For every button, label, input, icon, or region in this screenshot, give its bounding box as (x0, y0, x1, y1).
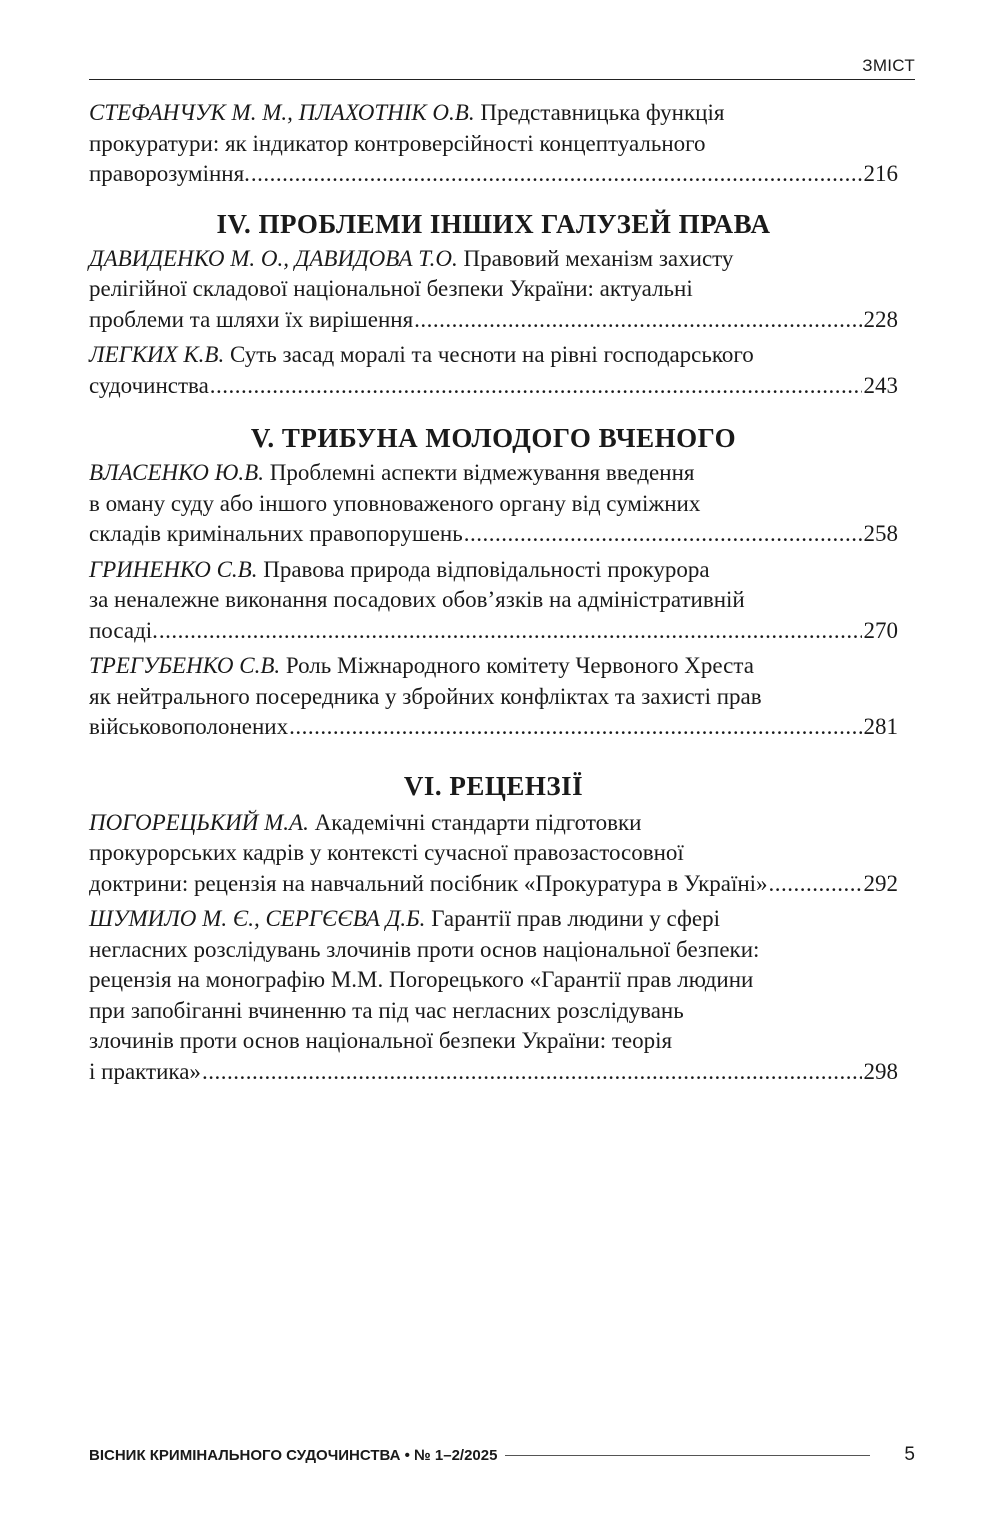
toc-entry (89, 555, 898, 647)
toc-entry-author: ЛЕГКИХ К.В. (89, 342, 225, 367)
toc-entry-text: Суть засад моралі та чесноти на рівні господарського (229, 342, 754, 367)
footer-page-number: 5 (904, 1444, 915, 1465)
header-rule (89, 79, 915, 80)
toc-entry-last-line (89, 869, 898, 900)
toc-entry-text-wrap (89, 159, 250, 190)
toc-entry (89, 904, 898, 1087)
toc-entry-line (89, 965, 898, 996)
toc-page-number: 258 (863, 521, 898, 546)
toc-entry-line (89, 340, 898, 371)
toc-entry-text: Гарантії прав людини у сфері (431, 906, 720, 931)
toc-entry-text-wrap (89, 371, 209, 402)
running-header-label: ЗМІСТ (862, 56, 915, 75)
toc-entry-last-line (89, 712, 898, 743)
toc-entry-author: ПОГОРЕЦЬКИЙ М.А. (89, 809, 309, 835)
toc-entry (89, 651, 898, 743)
toc-entry-text: за неналежне виконання посадових обов’язків на адміністративній (89, 587, 745, 612)
toc-entry-text: релігійної складової національної безпеки України: актуальні (89, 276, 693, 301)
toc-entry-text-wrap (89, 305, 413, 336)
toc-entry (89, 98, 898, 190)
toc-entry-line (89, 244, 898, 275)
toc-entry-text-wrap (89, 712, 288, 743)
toc-entry-line (89, 585, 898, 616)
toc-entry-line (89, 458, 898, 489)
toc-page-number: 270 (863, 617, 898, 643)
toc-entry-text: праворозуміння. (89, 161, 250, 186)
toc-entry-line (89, 651, 898, 682)
toc-entry-text: проблеми та шляхи їх вирішення (89, 306, 414, 332)
footer-rule (505, 1455, 870, 1456)
toc-entry-author: ТРЕГУБЕНКО С.В. (89, 653, 281, 678)
toc-entry-line (89, 489, 898, 520)
toc-entry-last-line (89, 371, 898, 402)
toc-entry-line (89, 1026, 898, 1057)
toc-entry-text: рецензія на монографію М.М. Погорецького «Гарантії прав людини (89, 967, 754, 992)
toc-entry-line (89, 129, 898, 160)
toc-entry-text: Правова природа відповідальності прокурора (263, 556, 710, 582)
toc-entry-last-line (89, 616, 898, 647)
toc-leader-dots (210, 371, 862, 402)
toc-leader-dots (289, 712, 861, 743)
toc-entry-text: військовополонених (89, 714, 289, 739)
toc-entry-author: ДАВИДЕНКО М. О., ДАВИДОВА Т.О. (89, 245, 458, 271)
toc-entry-text-wrap (89, 1057, 201, 1088)
toc-page-number: 292 (863, 870, 898, 896)
toc-entry-text: Академічні стандарти підготовки (314, 809, 642, 835)
toc-leader-dots (159, 616, 862, 647)
toc-entry (89, 244, 898, 336)
toc-entry-text-wrap (89, 869, 768, 900)
toc-leader-dots (202, 1057, 862, 1088)
toc-entry-line (89, 555, 898, 586)
toc-entry-text: Представницька функція (480, 100, 725, 125)
toc-entry-text: Роль Міжнародного комітету Червоного Хреста (285, 653, 754, 678)
toc-entry-line (89, 808, 898, 839)
toc-entry-text: негласних розслідувань злочинів проти основ національної безпеки: (89, 936, 760, 962)
toc-entry-line (89, 682, 898, 713)
toc-entry-line (89, 904, 898, 935)
toc-entry-text: доктрини: рецензія на навчальний посібник «Прокуратура в Україні» (89, 870, 768, 896)
section-heading: V. ТРИБУНА МОЛОДОГО ВЧЕНОГО (250, 423, 737, 453)
toc-entry-text: в оману суду або іншого уповноваженого органу від суміжних (89, 490, 701, 516)
toc-entry-text: як нейтрального посередника у збройних конфліктах та захисті прав (89, 683, 762, 709)
toc-leader-dots (414, 305, 861, 336)
toc-page-number: 243 (863, 372, 898, 398)
toc-entry-last-line (89, 1057, 898, 1088)
toc-entry-text: прокурорських кадрів у контексті сучасної правозастосовної (89, 840, 684, 865)
toc-entry-last-line (89, 519, 898, 550)
toc-entry-line (89, 996, 898, 1027)
toc-entry-text: і практика» (89, 1058, 201, 1084)
toc-entry-author: ВЛАСЕНКО Ю.В. (89, 460, 264, 485)
toc-entry-text: судочинства (89, 372, 209, 398)
toc-entry-line (89, 98, 898, 129)
section-heading: VI. РЕЦЕНЗІЇ (403, 770, 584, 801)
toc-page-number: 216 (863, 161, 898, 186)
toc-entry-text: при запобіганні вчиненню та під час негласних розслідувань (89, 997, 684, 1023)
toc-entry (89, 340, 898, 401)
table-of-contents (89, 98, 898, 1092)
toc-entry-text: складів кримінальних правопорушень (89, 521, 463, 546)
toc-page-number: 298 (863, 1058, 898, 1084)
toc-entry (89, 458, 898, 550)
toc-entry-text: Проблемні аспекти відмежування введення (269, 460, 695, 485)
footer-journal-title: ВІСНИК КРИМІНАЛЬНОГО СУДОЧИНСТВА • № 1–2/2025 (89, 1446, 498, 1464)
toc-entry-line (89, 274, 898, 305)
section-heading: IV. ПРОБЛЕМИ ІНШИХ ГАЛУЗЕЙ ПРАВА (216, 208, 771, 239)
toc-page-number: 281 (863, 714, 898, 739)
toc-entry-author: ШУМИЛО М. Є., СЕРГЄЄВА Д.Б. (89, 906, 426, 931)
toc-entry-line (89, 935, 898, 966)
page-footer (89, 1442, 915, 1468)
toc-entry-last-line (89, 305, 898, 336)
toc-entry (89, 808, 898, 900)
toc-entry-text: прокуратури: як індикатор контроверсійності концептуального (89, 130, 706, 156)
toc-entry-last-line (89, 159, 898, 190)
toc-entry-line (89, 838, 898, 869)
toc-entry-text: Правовий механізм захисту (463, 245, 734, 271)
toc-entry-text-wrap (89, 519, 463, 550)
toc-page-number: 228 (863, 306, 898, 332)
toc-leader-dots (251, 159, 862, 190)
toc-leader-dots (769, 869, 862, 900)
toc-entry-text: посаді. (89, 617, 158, 643)
toc-entry-text: злочинів проти основ національної безпеки України: теорія (89, 1028, 673, 1053)
toc-entry-author: СТЕФАНЧУК М. М., ПЛАХОТНІК О.В. (89, 100, 475, 125)
toc-entry-author: ГРИНЕНКО С.В. (89, 556, 258, 582)
toc-leader-dots (464, 519, 862, 550)
toc-entry-text-wrap (89, 616, 158, 647)
